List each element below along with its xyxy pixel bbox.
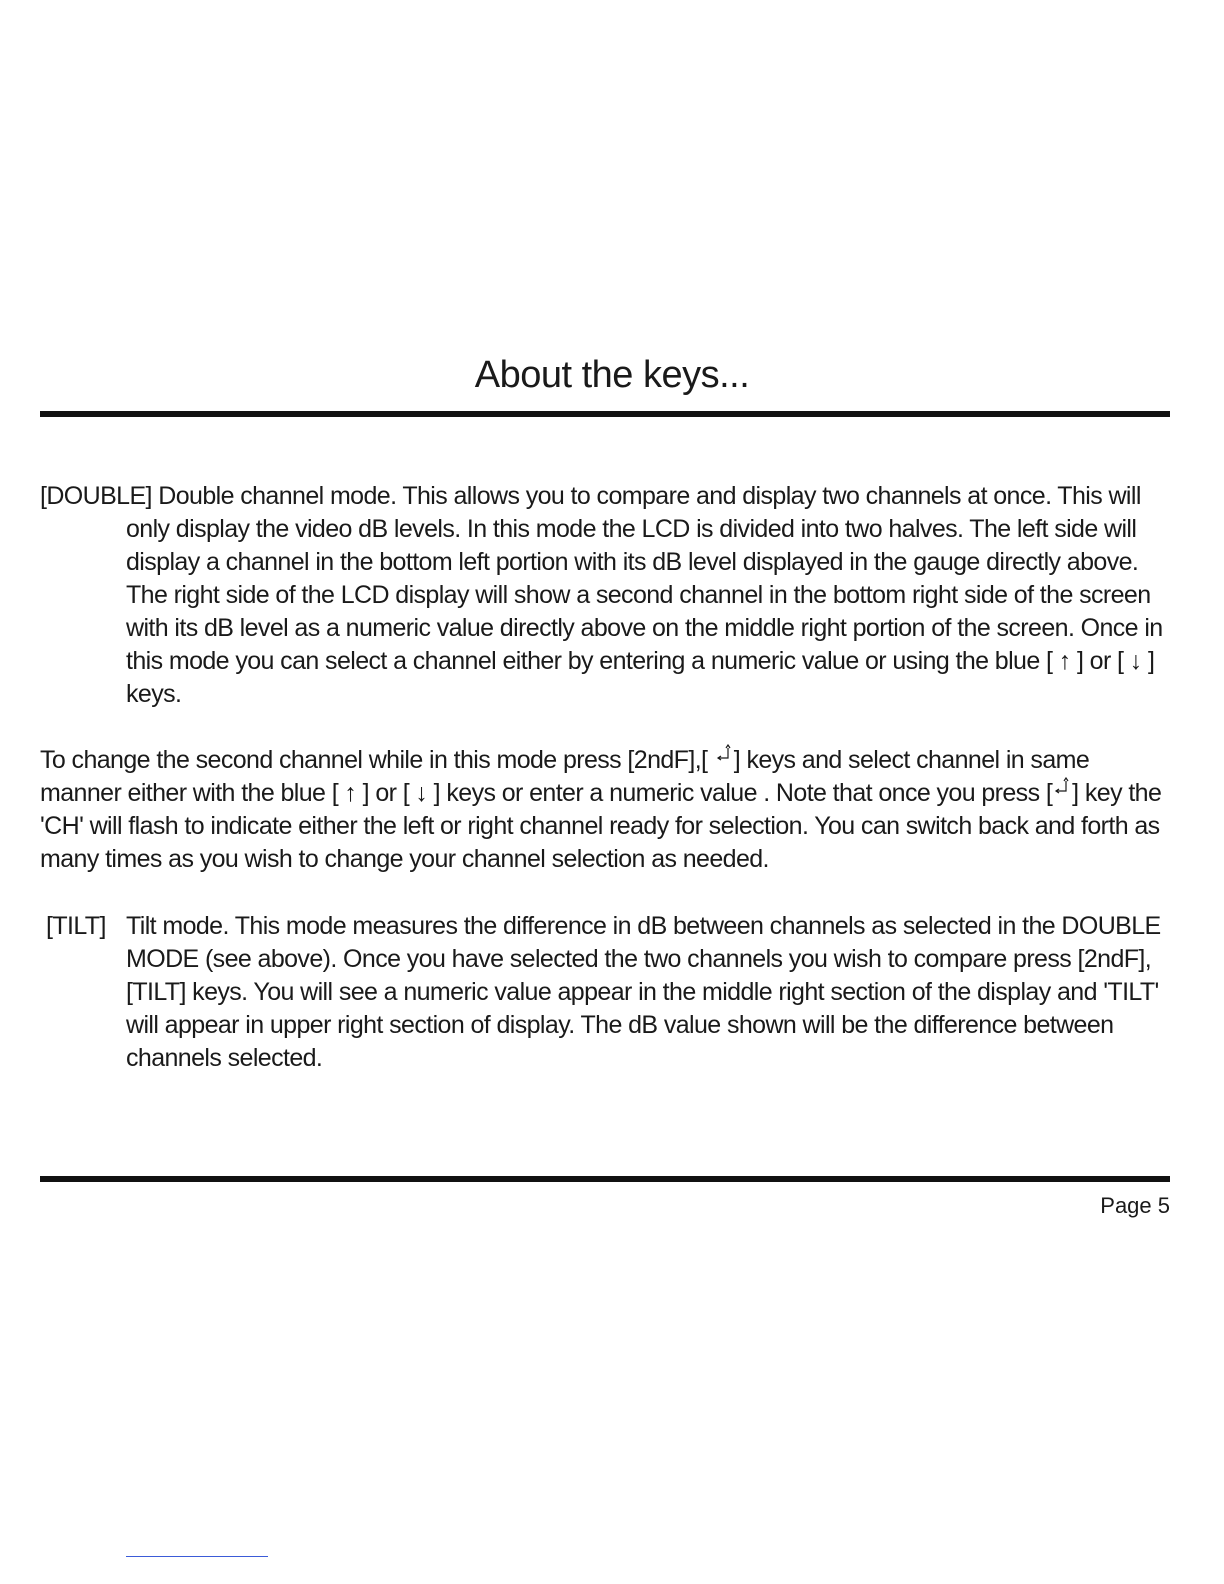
double-key-label: [DOUBLE] [40,482,152,510]
double-text-1: Double channel mode. This allows you to compare and display two channels at once. This will only display the video dB levels. In this mode the LCD is divided into two halves. The left side will display a channel in the bottom left portion with its dB level displayed in the gauge directly above. The right side of the LCD display will show a second channel in the bottom right side of the screen with its dB level as a numeric value directly above on the middle right portion of the screen. Once in this mode you can select a channel either by entering a numeric value or using the blue [ [126,482,1163,675]
footer-link-underline [126,1556,268,1557]
change-section [40,744,1170,876]
enter-arrow-icon [1052,781,1072,803]
enter-arrow-icon [714,748,734,770]
double-paragraph [40,480,1170,711]
double-text-3: ] keys. [126,647,1155,708]
page-number: Page 5 [1100,1193,1170,1218]
tilt-key-label: [TILT] [46,912,106,940]
arrow-up-icon: ↑ [344,779,357,807]
tilt-text: Tilt mode. This mode measures the difference in dB between channels as selected in the DOUBLE MODE (see above). Once you have selected the two channels you wish to compare press [2ndF],[TILT] keys. You will see a numeric value appear in the middle right section of the display and 'TILT' will appear in upper right section of display. The dB value shown will be the difference between channels selected. [126,912,1161,1072]
bottom-divider [40,1176,1170,1182]
change-paragraph [40,744,1170,876]
arrow-up-icon: ↑ [1058,647,1071,675]
double-text-2: ] or [ [1070,647,1130,675]
change-text-3: ] or [ [356,779,416,807]
tilt-paragraph [40,910,1170,1075]
top-divider [40,411,1170,417]
arrow-down-icon: ↓ [415,779,428,807]
change-text-5: ] key the 'CH' will flash to indicate either the left or right channel ready for selection. You can switch back and forth as many times as you wish to change your channel selection as needed. [40,779,1162,873]
change-text-1: To change the second channel while in this mode press [2ndF],[ [40,746,714,774]
tilt-section [40,910,1170,1075]
change-text-4: ] keys or enter a numeric value . Note that once you press [ [427,779,1053,807]
double-section [40,480,1170,711]
page-title: About the keys... [474,354,750,396]
arrow-down-icon: ↓ [1129,647,1142,675]
change-text-2: ] keys and select channel in same manner either with the blue [ [40,746,1090,807]
